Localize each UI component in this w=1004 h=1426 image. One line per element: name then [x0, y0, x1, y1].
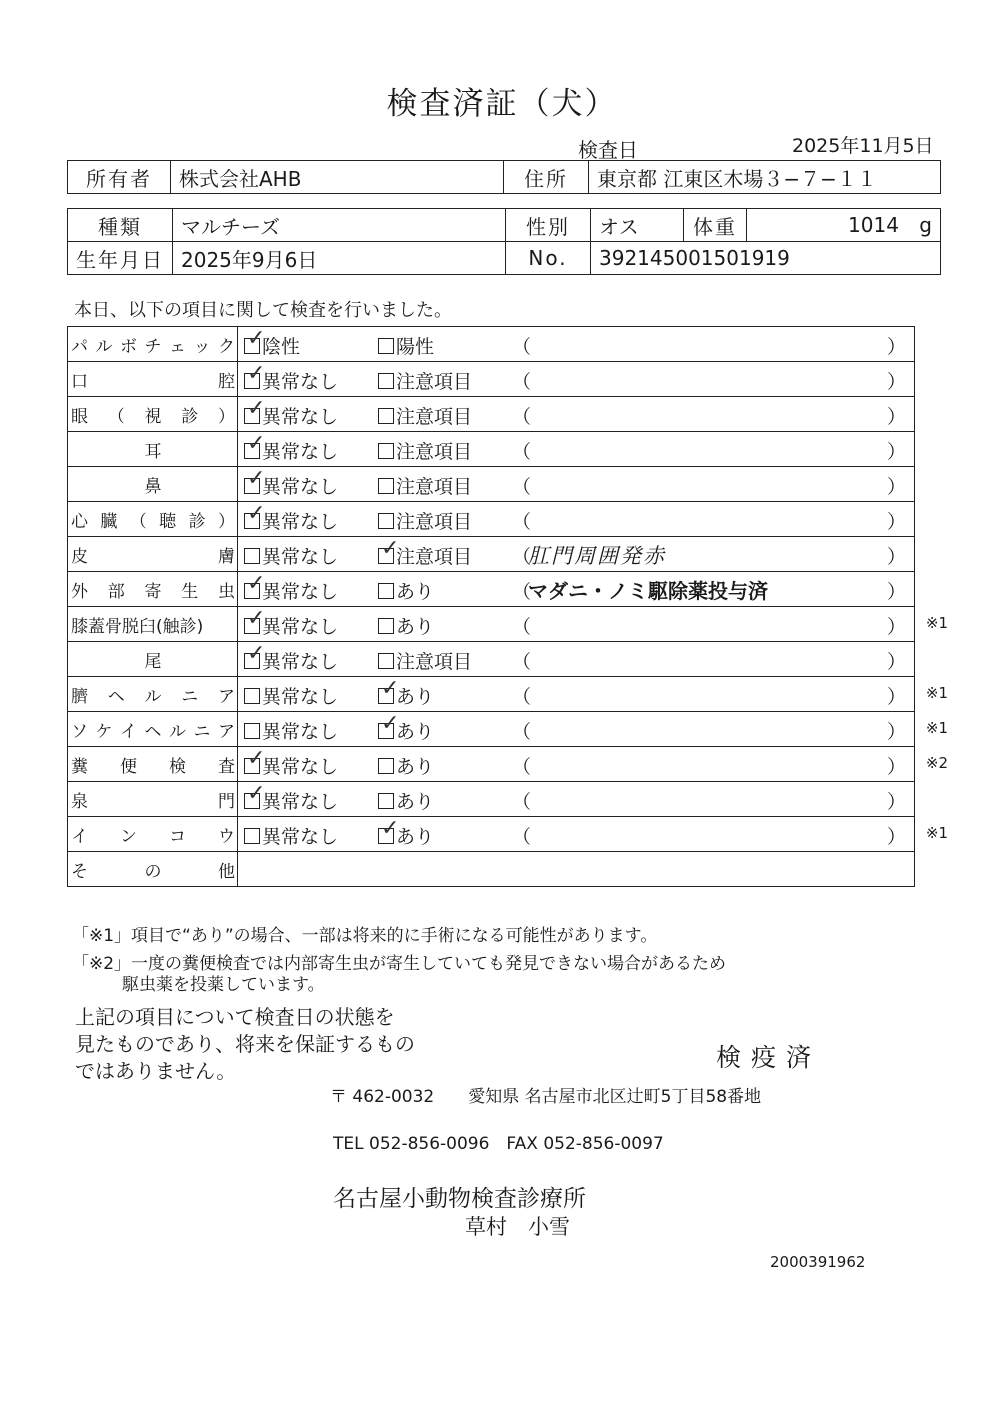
checkmark-icon: ✓ [381, 711, 400, 736]
remark-close-paren: ） [886, 546, 906, 568]
item-name: ソ ケ イ ヘ ル ニ ア [71, 721, 235, 742]
clinic-address: 〒 462-0032 愛知県 名古屋市北区辻町5丁目58番地 [330, 1087, 762, 1107]
item-result-cell [238, 676, 948, 712]
item-name-cell [68, 817, 238, 852]
other-label: そ の 他 [71, 861, 235, 882]
option-label: 注意項目 [396, 371, 473, 393]
item-name-cell [68, 642, 238, 677]
item-name-cell [68, 467, 238, 502]
remark-close-paren: ） [886, 511, 906, 533]
unchecked-checkbox[interactable] [378, 513, 394, 529]
remark-open-paren: （ [512, 546, 532, 568]
item-result-cell [238, 572, 915, 607]
remark-close-paren: ） [886, 371, 906, 393]
item-result-cell [238, 746, 948, 782]
weight-value: 1014 [848, 213, 899, 237]
option-label: あり [396, 581, 435, 603]
checkmark-icon: ✓ [247, 466, 266, 491]
unchecked-checkbox[interactable] [244, 688, 260, 704]
no-label: No. [506, 242, 591, 275]
remark-open-paren: （ [512, 721, 532, 743]
unchecked-checkbox[interactable] [244, 548, 260, 564]
sex-value: オス [591, 209, 684, 242]
item-name: 皮 膚 [71, 546, 235, 567]
exam-date: 2025年11月5日 [792, 135, 934, 157]
item-name-cell [68, 362, 238, 397]
unchecked-checkbox[interactable] [378, 478, 394, 494]
option-label: あり [396, 616, 435, 638]
serial-number: 2000391962 [770, 1253, 866, 1271]
clinic-name: 名古屋小動物検査診療所 [333, 1186, 586, 1212]
option-label: 異常なし [262, 371, 339, 393]
remark-open-paren: （ [512, 371, 532, 393]
other-label-cell [68, 852, 238, 887]
item-result-cell [238, 606, 948, 642]
unchecked-checkbox[interactable] [244, 828, 260, 844]
breed-value: マルチーズ [173, 209, 506, 242]
option-normal[interactable] [244, 781, 339, 814]
item-name-cell [68, 747, 238, 782]
checked-checkbox[interactable] [244, 781, 266, 809]
option-normal[interactable] [244, 571, 339, 604]
option-normal[interactable] [244, 361, 339, 394]
checklist-row [68, 467, 915, 502]
remark-open-paren: （ [512, 441, 532, 463]
disclaimer [75, 1004, 415, 1085]
item-result-cell [238, 816, 948, 852]
unchecked-checkbox[interactable] [378, 618, 394, 634]
option-label: 異常なし [262, 756, 339, 778]
remark-text: マダニ・ノミ駆除薬投与済 [528, 579, 768, 603]
owner-table [67, 160, 941, 194]
option-normal[interactable] [244, 641, 339, 674]
item-name-cell [68, 537, 238, 572]
remark-close-paren: ） [886, 651, 906, 673]
remark-open-paren: （ [512, 476, 532, 498]
item-result-cell [238, 362, 915, 397]
option-flagged[interactable] [378, 507, 472, 534]
checked-checkbox[interactable] [244, 466, 266, 494]
checked-checkbox[interactable] [244, 606, 266, 634]
option-label: あり [396, 686, 435, 708]
footnote-2-cont: 駆虫薬を投薬しています。 [122, 975, 325, 995]
option-flagged[interactable] [378, 472, 472, 499]
checklist-row [68, 817, 915, 852]
address-label: 住所 [504, 161, 589, 194]
item-name-cell [68, 712, 238, 747]
item-name-cell [68, 572, 238, 607]
option-label: 注意項目 [396, 476, 473, 498]
option-flagged[interactable] [378, 752, 434, 779]
weight-cell [747, 209, 941, 242]
checkmark-icon: ✓ [247, 431, 266, 456]
footnote-mark: ※1 [925, 684, 948, 702]
item-name: 鼻 [144, 476, 162, 497]
item-name: 糞 便 検 査 [71, 756, 235, 777]
option-normal[interactable] [244, 542, 338, 569]
checked-checkbox[interactable] [244, 431, 266, 459]
remark-close-paren: ） [886, 441, 906, 463]
item-name: 泉 門 [71, 791, 235, 812]
checked-checkbox[interactable] [244, 326, 266, 354]
unchecked-checkbox[interactable] [378, 373, 394, 389]
checkmark-icon: ✓ [247, 361, 266, 386]
option-label: 異常なし [262, 511, 339, 533]
checked-checkbox[interactable] [244, 361, 266, 389]
option-label: あり [396, 826, 435, 848]
option-label: 注意項目 [396, 546, 473, 568]
breed-label: 種類 [68, 209, 173, 242]
item-result-cell [238, 397, 915, 432]
option-label: 異常なし [262, 406, 339, 428]
option-flagged[interactable] [378, 332, 434, 359]
unchecked-checkbox[interactable] [378, 408, 394, 424]
remark-open-paren: （ [512, 511, 532, 533]
item-name: パ ル ボ チ ェ ッ ク [71, 336, 235, 357]
checklist-row [68, 502, 915, 537]
checklist-row [68, 327, 915, 362]
item-name-cell [68, 677, 238, 712]
checkmark-icon: ✓ [247, 606, 266, 631]
checked-checkbox[interactable] [244, 641, 266, 669]
unchecked-checkbox[interactable] [244, 723, 260, 739]
option-label: 異常なし [262, 686, 339, 708]
checklist-row [68, 677, 915, 712]
option-normal[interactable] [244, 466, 339, 499]
remark-close-paren: ） [886, 686, 906, 708]
weight-label: 体重 [684, 209, 747, 242]
exam-date-label: 検査日 [578, 138, 638, 162]
remark-open-paren: （ [512, 756, 532, 778]
checked-checkbox[interactable] [244, 746, 266, 774]
option-flagged[interactable] [378, 402, 472, 429]
option-normal[interactable] [244, 501, 339, 534]
pet-table [67, 208, 941, 275]
checkmark-icon: ✓ [247, 326, 266, 351]
checklist-row [68, 397, 915, 432]
unchecked-checkbox[interactable] [378, 758, 394, 774]
option-label: 注意項目 [396, 441, 473, 463]
footnote-mark: ※1 [925, 614, 948, 632]
item-name-cell [68, 397, 238, 432]
quarantine-stamp: 検疫済 [716, 1043, 822, 1072]
option-normal[interactable] [244, 717, 338, 744]
checkmark-icon: ✓ [247, 781, 266, 806]
checklist-table [67, 326, 948, 887]
item-name-cell [68, 432, 238, 467]
option-label: 異常なし [262, 721, 339, 743]
checklist-row [68, 747, 915, 782]
checked-checkbox[interactable] [378, 816, 400, 844]
item-name-cell [68, 607, 238, 642]
page-title: 検査済証（犬） [386, 86, 618, 122]
checkmark-icon: ✓ [247, 571, 266, 596]
option-flagged[interactable] [378, 647, 472, 674]
option-flagged[interactable] [378, 437, 472, 464]
remark-close-paren: ） [886, 581, 906, 603]
item-result-cell [238, 537, 915, 572]
option-label: 陰性 [262, 336, 301, 358]
item-name: イ ン コ ウ [71, 826, 235, 847]
unchecked-checkbox[interactable] [378, 338, 394, 354]
remark-close-paren: ） [886, 336, 906, 358]
checked-checkbox[interactable] [378, 676, 400, 704]
option-flagged[interactable] [378, 577, 434, 604]
remark-open-paren: （ [512, 406, 532, 428]
remark-close-paren: ） [886, 721, 906, 743]
checklist-row [68, 712, 915, 747]
remark-open-paren: （ [512, 686, 532, 708]
option-label: あり [396, 756, 435, 778]
option-normal[interactable] [244, 822, 338, 849]
remark-close-paren: ） [886, 791, 906, 813]
checked-checkbox[interactable] [378, 536, 400, 564]
checklist-row [68, 572, 915, 607]
option-label: 注意項目 [396, 511, 473, 533]
checkmark-icon: ✓ [247, 746, 266, 771]
item-result-cell [238, 711, 948, 747]
footnote-1: 「※1」項目で“あり”の場合、一部は将来的に手術になる可能性があります。 [72, 926, 658, 946]
checklist-row [68, 432, 915, 467]
checklist-row [68, 642, 915, 677]
option-label: あり [396, 791, 435, 813]
option-label: 異常なし [262, 476, 339, 498]
item-name-cell [68, 327, 238, 362]
option-flagged[interactable] [378, 367, 472, 394]
option-flagged[interactable] [378, 676, 435, 709]
no-value: 392145001501919 [591, 242, 941, 275]
birth-value: 2025年9月6日 [173, 242, 506, 275]
item-name: 尾 [144, 651, 162, 672]
item-name: 耳 [144, 441, 162, 462]
option-label: 陽性 [396, 336, 435, 358]
checklist-row [68, 362, 915, 397]
unchecked-checkbox[interactable] [378, 653, 394, 669]
option-label: 注意項目 [396, 406, 473, 428]
checked-checkbox[interactable] [378, 711, 400, 739]
checked-checkbox[interactable] [244, 501, 266, 529]
remark-close-paren: ） [886, 406, 906, 428]
option-label: 異常なし [262, 546, 339, 568]
option-label: あり [396, 721, 435, 743]
item-result-cell [238, 467, 915, 502]
item-result-cell [238, 502, 915, 537]
option-label: 異常なし [262, 826, 339, 848]
option-flagged[interactable] [378, 816, 435, 849]
option-label: 異常なし [262, 581, 339, 603]
owner-address: 東京都 江東区木場３−７−１１ [589, 161, 941, 194]
option-normal[interactable] [244, 746, 339, 779]
footnote-mark: ※2 [925, 754, 948, 772]
sex-label: 性別 [506, 209, 591, 242]
option-label: 異常なし [262, 791, 339, 813]
remark-open-paren: （ [512, 581, 532, 603]
item-result-cell [238, 327, 915, 362]
remark-open-paren: （ [512, 616, 532, 638]
remark-close-paren: ） [886, 476, 906, 498]
item-name: 眼 （ 視 診 ） [71, 406, 235, 427]
item-name: 臍 ヘ ル ニ ア [71, 686, 235, 707]
other-value [238, 852, 915, 887]
option-normal[interactable] [244, 431, 339, 464]
remark-open-paren: （ [512, 651, 532, 673]
unchecked-checkbox[interactable] [378, 443, 394, 459]
checkmark-icon: ✓ [247, 501, 266, 526]
checklist-row [68, 537, 915, 572]
checkmark-icon: ✓ [247, 641, 266, 666]
item-name: 心 臓 （ 聴 診 ） [71, 511, 235, 532]
remark-open-paren: （ [512, 791, 532, 813]
option-normal[interactable] [244, 396, 339, 429]
checkmark-icon: ✓ [381, 676, 400, 701]
option-label: 注意項目 [396, 651, 473, 673]
remark-close-paren: ） [886, 616, 906, 638]
remark-close-paren: ） [886, 756, 906, 778]
option-normal[interactable] [244, 326, 301, 359]
item-name: 膝蓋骨脱臼(触診) [71, 616, 204, 637]
remark-text: 肛門周囲発赤 [528, 544, 666, 568]
option-label: 異常なし [262, 651, 339, 673]
item-name: 口 腔 [71, 371, 235, 392]
item-name-cell [68, 782, 238, 817]
remark-close-paren: ） [886, 826, 906, 848]
disclaimer-line: 上記の項目について検査日の状態を [75, 1005, 395, 1029]
intro-text: 本日、以下の項目に関して検査を行いました。 [74, 300, 452, 321]
doctor-name: 草村 小雪 [465, 1215, 570, 1239]
owner-value: 株式会社AHB [171, 161, 504, 194]
option-flagged[interactable] [378, 711, 435, 744]
item-name-cell [68, 502, 238, 537]
checkmark-icon: ✓ [381, 816, 400, 841]
option-normal[interactable] [244, 682, 338, 709]
option-label: 異常なし [262, 616, 339, 638]
remark-open-paren: （ [512, 826, 532, 848]
item-result-cell [238, 782, 915, 817]
option-normal[interactable] [244, 606, 339, 639]
checked-checkbox[interactable] [244, 396, 266, 424]
clinic-phone-fax: TEL 052-856-0096 FAX 052-856-0097 [333, 1134, 664, 1154]
checkmark-icon: ✓ [247, 396, 266, 421]
checklist-row [68, 782, 915, 817]
birth-label: 生年月日 [68, 242, 173, 275]
remark-open-paren: （ [512, 336, 532, 358]
item-name: 外 部 寄 生 虫 [71, 581, 235, 602]
item-result-cell [238, 432, 915, 467]
footnote-mark: ※1 [925, 719, 948, 737]
option-flagged[interactable] [378, 612, 434, 639]
checkmark-icon: ✓ [381, 536, 400, 561]
checklist-row [68, 607, 915, 642]
item-result-cell [238, 642, 915, 677]
disclaimer-line: 見たものであり、将来を保証するもの [75, 1032, 415, 1056]
footnote-mark: ※1 [925, 824, 948, 842]
unchecked-checkbox[interactable] [378, 793, 394, 809]
weight-unit: g [919, 213, 932, 237]
option-flagged[interactable] [378, 787, 434, 814]
footnote-2: 「※2」一度の糞便検査では内部寄生虫が寄生していても発見できない場合があるため [72, 954, 727, 974]
disclaimer-line: ではありません。 [75, 1059, 237, 1083]
checked-checkbox[interactable] [244, 571, 266, 599]
owner-label: 所有者 [68, 161, 171, 194]
option-flagged[interactable] [378, 536, 473, 569]
option-label: 異常なし [262, 441, 339, 463]
unchecked-checkbox[interactable] [378, 583, 394, 599]
